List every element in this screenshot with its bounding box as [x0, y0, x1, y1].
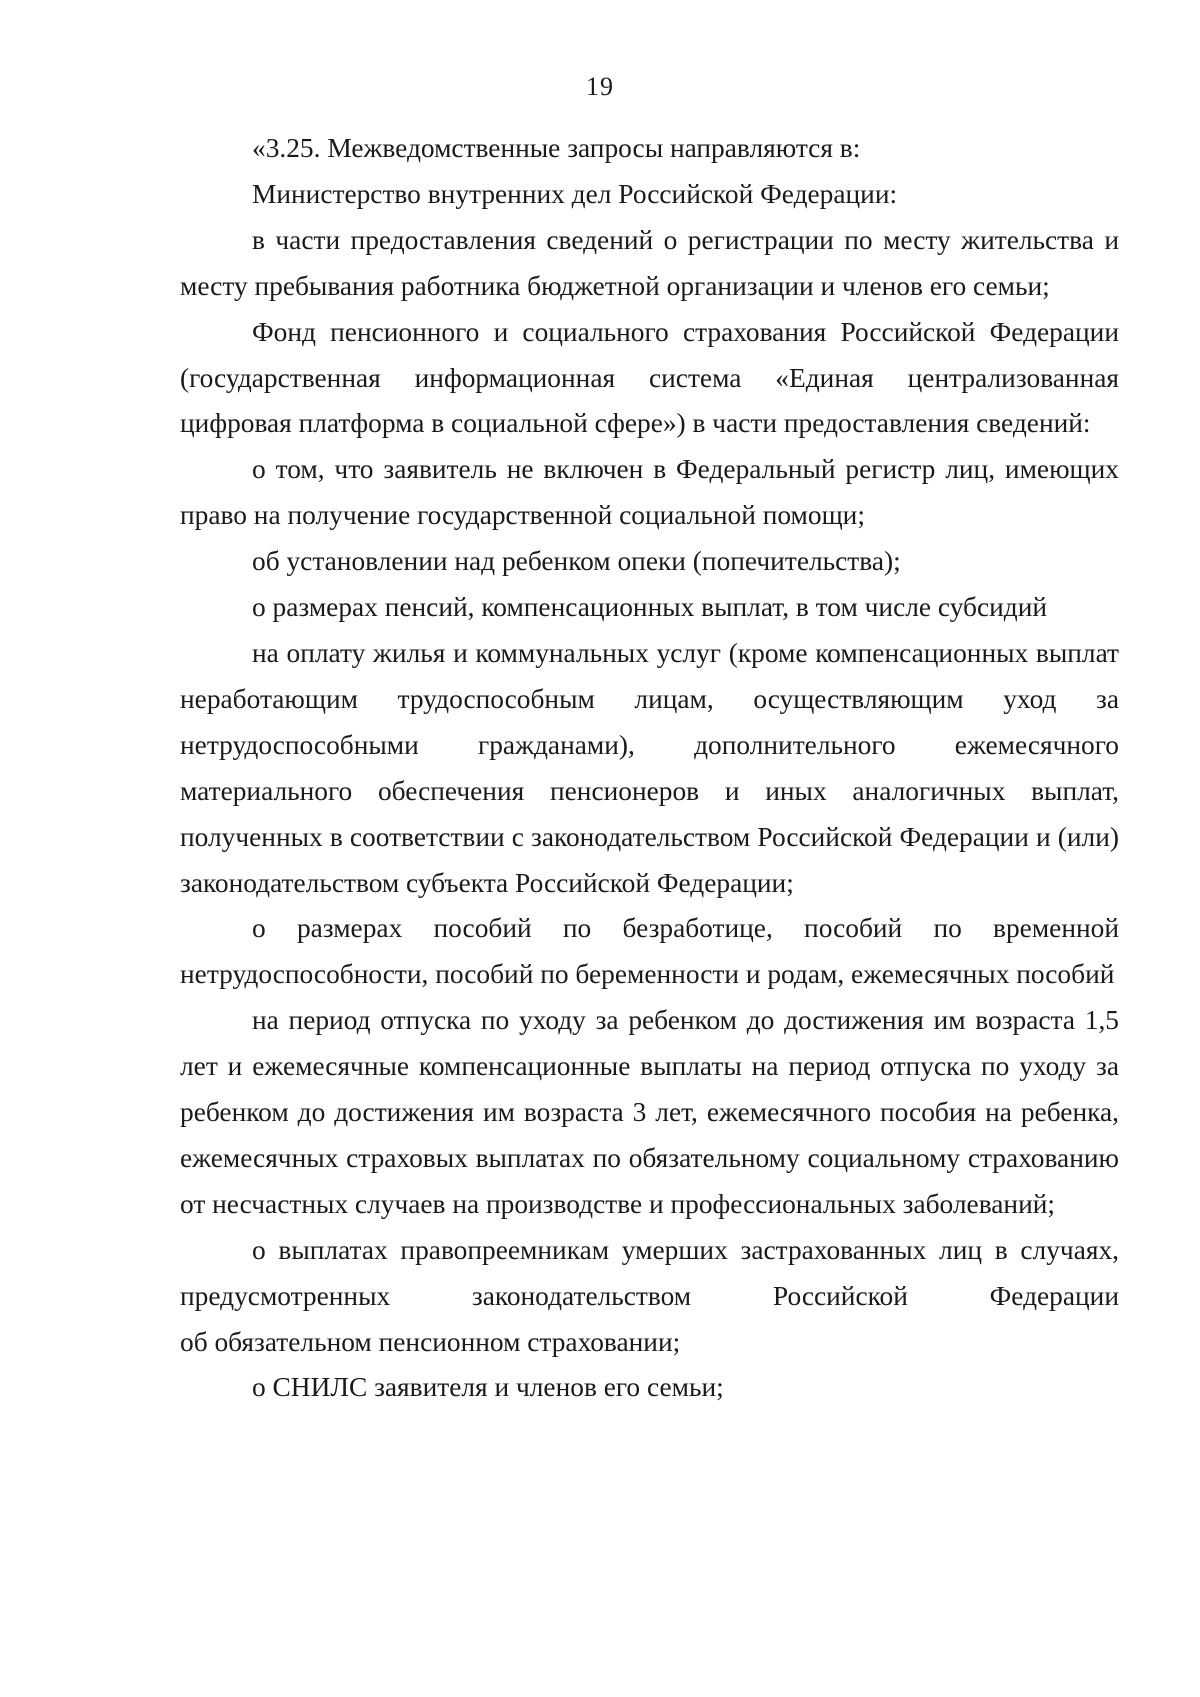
paragraph-housing-payments: на оплату жилья и коммунальных услуг (кроме компенсационных выплат неработающим трудоспособным лицам, осуществляющим уход за нетрудоспособными гражданами), дополнительного ежемесячного материального обеспечения пенсионеров и иных аналогичных выплат, полученных в соответствии с законодательством Российской Федерации и (или) законодательством субъекта Российской Федерации;: [180, 637, 1119, 898]
page-number: 19: [586, 72, 614, 101]
paragraph-registration-info: в части предоставления сведений о регистрации по месту жительства и месту пребывания работника бюджетной организации и членов его семьи;: [180, 224, 1119, 301]
paragraph-federal-register: о том, что заявитель не включен в Федеральный регистр лиц, имеющих право на получение государственной социальной помощи;: [180, 454, 1119, 531]
paragraph-successor-payments: о выплатах правопреемникам умерших застрахованных лиц в случаях, предусмотренных законодательством Российской Федерации: [180, 1234, 1119, 1311]
paragraph-snils: о СНИЛС заявителя и членов его семьи;: [252, 1372, 724, 1403]
paragraph-guardianship: об установлении над ребенком опеки (попечительства);: [252, 546, 901, 577]
paragraph-pension-fund: Фонд пенсионного и социального страхования Российской Федерации (государственная информационная система «Единая централизованная цифровая платформа в социальной сфере») в части предоставления сведений:: [180, 316, 1119, 439]
paragraph-ministry-internal-affairs: Министерство внутренних дел Российской Федерации:: [252, 178, 898, 209]
document-body: [180, 126, 1119, 1411]
paragraph-unemployment-benefits: о размерах пособий по безработице, пособий по временной нетрудоспособности, пособий по беременности и родам, ежемесячных пособий: [180, 913, 1119, 990]
paragraph-pension-amounts: о размерах пенсий, компенсационных выплат, в том числе субсидий: [252, 592, 1048, 623]
paragraph-pension-insurance: об обязательном пенсионном страховании;: [180, 1326, 681, 1357]
paragraph-intro: «3.25. Межведомственные запросы направляются в:: [252, 133, 861, 163]
paragraph-childcare-leave: на период отпуска по уходу за ребенком до достижения им возраста 1,5 лет и ежемесячные компенсационные выплаты на период отпуска по уходу за ребенком до достижения им возраста 3 лет, ежемесячного пособия на ребенка, ежемесячных страховых выплатах по обязательному социальному страхованию от несчастных случаев на производстве и профессиональных заболеваний;: [180, 1005, 1119, 1219]
